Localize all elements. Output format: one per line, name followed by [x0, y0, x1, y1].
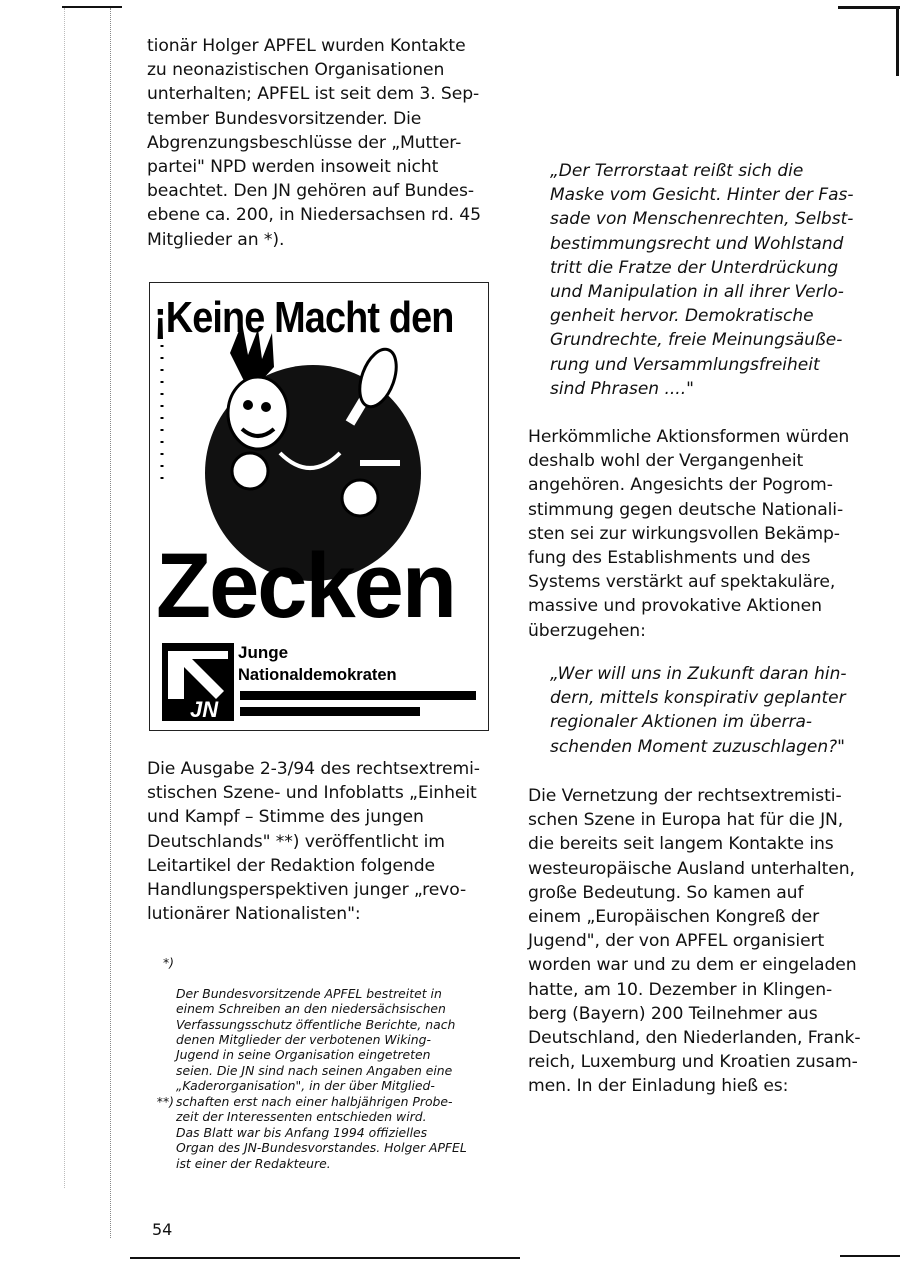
org-name-line-1: Junge: [238, 643, 289, 662]
org-name-line-2: Nationaldemokraten: [238, 666, 397, 684]
right-paragraph-2: [528, 784, 883, 1099]
right-paragraph-1: [528, 425, 878, 643]
right-quote-2: [550, 662, 880, 759]
left-column-lower: [147, 757, 492, 926]
scan-binding-dots-2: [64, 8, 65, 1188]
left-column: [147, 34, 492, 252]
poster-headline: ¡Keine Macht den: [154, 293, 454, 342]
footnote-2-text: Das Blatt war bis Anfang 1994 offizielles Organ des JN-Bundesvorstandes. Holger APFEL ist einer der Redakteure.: [176, 1124, 467, 1171]
poster-image: [149, 282, 489, 731]
left-paragraph-1: tionär Holger APFEL wurden Kontakte zu neonazistischen Organisationen unterhalten; APFEL ist seit dem 3. Sep- tember Bundesvorsitzender. Die Abgrenzungsbeschlüsse der „Mutter- partei" NPD werden insoweit nicht beachtet. Den JN gehören auf Bundes- ebene ca. 200, in Niedersachsen rd. 45 Mitglieder an *).: [147, 36, 481, 250]
scan-binding-dots: [110, 8, 111, 1238]
footnote-2: [156, 1094, 496, 1171]
scan-edge-bottom-right: [840, 1255, 900, 1257]
quote-2-text: „Wer will uns in Zukunft daran hin- dern, mittels konspirativ geplanter regionaler Aktionen im überra- schenden Moment zuzuschlagen?": [550, 664, 847, 757]
right-paragraph-2-text: Die Vernetzung der rechtsextremisti- schen Szene in Europa hat für die JN, die bereits seit langem Kontakte ins westeuropäische Ausland unterhalten, große Bedeutung. So kamen auf einem „Europäischen Kongreß der Jugend", der von APFEL organisiert worden war und zu dem er eingeladen hatte, am 10. Dezember in Klingen- berg (Bayern) 200 Teilnehmer aus Deutschland, den Niederlanden, Frank- reich, Luxemburg und Kroatien zusam- men. In der Einladung hieß es:: [528, 786, 861, 1097]
quote-1-text: „Der Terrorstaat reißt sich die Maske vom Gesicht. Hinter der Fas- sade von Menschenrechten, Selbst- bestimmungsrecht und Wohlstand tritt die Fratze der Unterdrückung und Manipulation in all ihrer Verlo- genheit hervor. Demokratische Grundrechte, freie Meinungsäuße- rung und Versammlungsfreiheit sind Phrasen ....": [550, 161, 854, 399]
right-quote-1: [550, 159, 880, 401]
scan-edge-top-right: [838, 6, 900, 9]
footnote-2-mark: **): [156, 1094, 174, 1109]
right-paragraph-1-text: Herkömmliche Aktionsformen würden deshalb wohl der Vergangenheit angehören. Angesichts der Pogrom- stimmung gegen deutsche Nationali- sten sei zur wirkungsvollen Bekämp- fung des Establishments und des Systems verstärkt auf spektakuläre, massive und provokative Aktionen überzugehen:: [528, 427, 850, 641]
poster-big-word: Zecken: [156, 535, 455, 637]
footnote-1-text: Der Bundesvorsitzende APFEL bestreitet in einem Schreiben an den niedersächsischen Verfassungsschutz öffentliche Berichte, nach denen Mitglieder der verbotenen Wiking- Jugend in seine Organisation eingetreten seien. Die JN sind nach seinen Angaben eine „Kaderorganisation", in der über Mitglied- schaften erst nach einer halbjährigen Probe- zeit der Interessenten entschieden wird.: [176, 985, 456, 1125]
poster-bar-2: [240, 707, 420, 716]
footnote-1-mark: *): [162, 955, 174, 970]
jn-logo-text: JN: [190, 697, 219, 722]
left-paragraph-2: Die Ausgabe 2-3/94 des rechtsextremi- stischen Szene- und Infoblatts „Einheit und Kampf – Stimme des jungen Deutschlands" **) veröffentlicht im Leitartikel der Redaktion folgende Handlungsperspektiven junger „revo- lutionärer Nationalisten":: [147, 759, 480, 925]
page-number: 54: [152, 1220, 173, 1239]
jn-logo: [162, 643, 234, 721]
scan-edge-bottom: [130, 1257, 520, 1259]
scan-edge-right: [896, 6, 899, 76]
poster-bar-1: [240, 691, 476, 700]
scan-edge-top-left: [62, 6, 122, 8]
